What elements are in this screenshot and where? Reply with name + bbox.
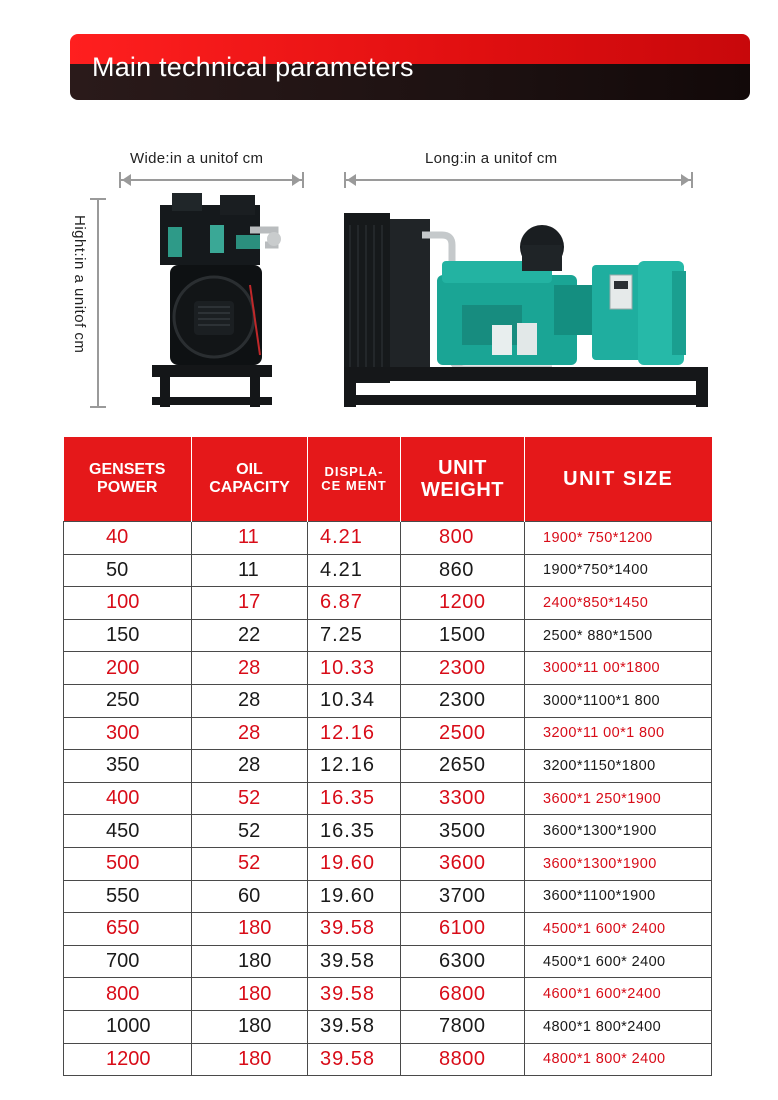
cell-oil-capacity: 52 [192,815,308,848]
cell-unit-size: 1900* 750*1200 [525,522,712,555]
cell-displacement: 19.60 [308,847,401,880]
header-unit-size: UNIT SIZE [525,437,712,522]
cell-displacement: 16.35 [308,815,401,848]
cell-displacement: 7.25 [308,619,401,652]
table-row [64,945,712,978]
cell-unit-size: 3600*1300*1900 [525,815,712,848]
generator-side-view-image [342,205,710,410]
cell-displacement: 16.35 [308,782,401,815]
cell-oil-capacity: 180 [192,1010,308,1043]
cell-unit-size: 3000*11 00*1800 [525,652,712,685]
cell-power: 350 [64,750,192,783]
cell-unit-weight: 7800 [401,1010,525,1043]
cell-unit-size: 3000*1100*1 800 [525,684,712,717]
table-row [64,652,712,685]
cell-oil-capacity: 180 [192,1043,308,1076]
cell-oil-capacity: 11 [192,522,308,555]
cell-power: 50 [64,554,192,587]
cell-unit-weight: 3600 [401,847,525,880]
cell-unit-size: 2500* 880*1500 [525,619,712,652]
cell-displacement: 39.58 [308,1043,401,1076]
long-dimension-label: Long:in a unitof cm [425,150,558,167]
cell-displacement: 39.58 [308,913,401,946]
header-banner [70,34,750,100]
cell-displacement: 10.34 [308,684,401,717]
height-dimension-arrow [97,198,99,408]
height-dimension-label: Hight:in a unitof cm [71,215,88,354]
cell-unit-weight: 8800 [401,1043,525,1076]
cell-unit-weight: 1500 [401,619,525,652]
cell-unit-size: 4500*1 600* 2400 [525,913,712,946]
cell-unit-weight: 2500 [401,717,525,750]
table-row [64,554,712,587]
cell-unit-weight: 2650 [401,750,525,783]
cell-power: 150 [64,619,192,652]
cell-unit-weight: 3500 [401,815,525,848]
cell-displacement: 39.58 [308,945,401,978]
table-row [64,880,712,913]
cell-unit-weight: 3700 [401,880,525,913]
cell-power: 500 [64,847,192,880]
cell-unit-weight: 2300 [401,652,525,685]
wide-dimension-label: Wide:in a unitof cm [130,150,264,167]
cell-unit-weight: 6800 [401,978,525,1011]
cell-power: 700 [64,945,192,978]
table-row [64,913,712,946]
cell-unit-weight: 6100 [401,913,525,946]
cell-unit-weight: 800 [401,522,525,555]
cell-power: 1200 [64,1043,192,1076]
header-gensets-power: GENSETS POWER [64,437,192,522]
cell-displacement: 39.58 [308,978,401,1011]
cell-power: 550 [64,880,192,913]
cell-displacement: 4.21 [308,554,401,587]
cell-oil-capacity: 17 [192,587,308,620]
cell-unit-weight: 2300 [401,684,525,717]
cell-oil-capacity: 60 [192,880,308,913]
cell-power: 800 [64,978,192,1011]
generator-front-view-image [150,185,290,410]
table-row [64,847,712,880]
table-header-row [64,437,712,522]
cell-oil-capacity: 180 [192,978,308,1011]
header-oil-capacity: OIL CAPACITY [192,437,308,522]
cell-unit-size: 3200*11 00*1 800 [525,717,712,750]
cell-power: 1000 [64,1010,192,1043]
table-row [64,717,712,750]
cell-displacement: 19.60 [308,880,401,913]
cell-power: 650 [64,913,192,946]
cell-power: 400 [64,782,192,815]
cell-oil-capacity: 28 [192,684,308,717]
long-dimension-arrow [344,179,693,181]
cell-power: 250 [64,684,192,717]
cell-oil-capacity: 22 [192,619,308,652]
cell-power: 100 [64,587,192,620]
cell-displacement: 39.58 [308,1010,401,1043]
cell-unit-size: 3600*1100*1900 [525,880,712,913]
table-row [64,815,712,848]
table-row [64,1043,712,1076]
header-unit-weight: UNIT WEIGHT [401,437,525,522]
cell-unit-weight: 3300 [401,782,525,815]
cell-oil-capacity: 52 [192,847,308,880]
table-row [64,522,712,555]
cell-unit-size: 3200*1150*1800 [525,750,712,783]
table-row [64,587,712,620]
cell-unit-size: 4600*1 600*2400 [525,978,712,1011]
wide-dimension-arrow [119,179,304,181]
header-displacement: DISPLA- CE MENT [308,437,401,522]
cell-unit-size: 4500*1 600* 2400 [525,945,712,978]
table-row [64,978,712,1011]
cell-unit-size: 4800*1 800*2400 [525,1010,712,1043]
cell-oil-capacity: 28 [192,717,308,750]
table-row [64,684,712,717]
cell-unit-weight: 6300 [401,945,525,978]
page-title: Main technical parameters [92,52,414,82]
cell-power: 450 [64,815,192,848]
cell-displacement: 6.87 [308,587,401,620]
cell-unit-size: 3600*1300*1900 [525,847,712,880]
cell-unit-weight: 1200 [401,587,525,620]
cell-oil-capacity: 180 [192,945,308,978]
cell-unit-size: 3600*1 250*1900 [525,782,712,815]
cell-unit-size: 2400*850*1450 [525,587,712,620]
cell-oil-capacity: 180 [192,913,308,946]
cell-unit-weight: 860 [401,554,525,587]
table-row [64,1010,712,1043]
cell-unit-size: 4800*1 800* 2400 [525,1043,712,1076]
cell-power: 300 [64,717,192,750]
spec-table [63,437,712,1076]
cell-oil-capacity: 28 [192,652,308,685]
cell-power: 40 [64,522,192,555]
cell-displacement: 12.16 [308,750,401,783]
cell-oil-capacity: 28 [192,750,308,783]
cell-oil-capacity: 11 [192,554,308,587]
table-row [64,619,712,652]
cell-power: 200 [64,652,192,685]
cell-unit-size: 1900*750*1400 [525,554,712,587]
cell-oil-capacity: 52 [192,782,308,815]
cell-displacement: 10.33 [308,652,401,685]
cell-displacement: 12.16 [308,717,401,750]
cell-displacement: 4.21 [308,522,401,555]
table-row [64,782,712,815]
table-row [64,750,712,783]
